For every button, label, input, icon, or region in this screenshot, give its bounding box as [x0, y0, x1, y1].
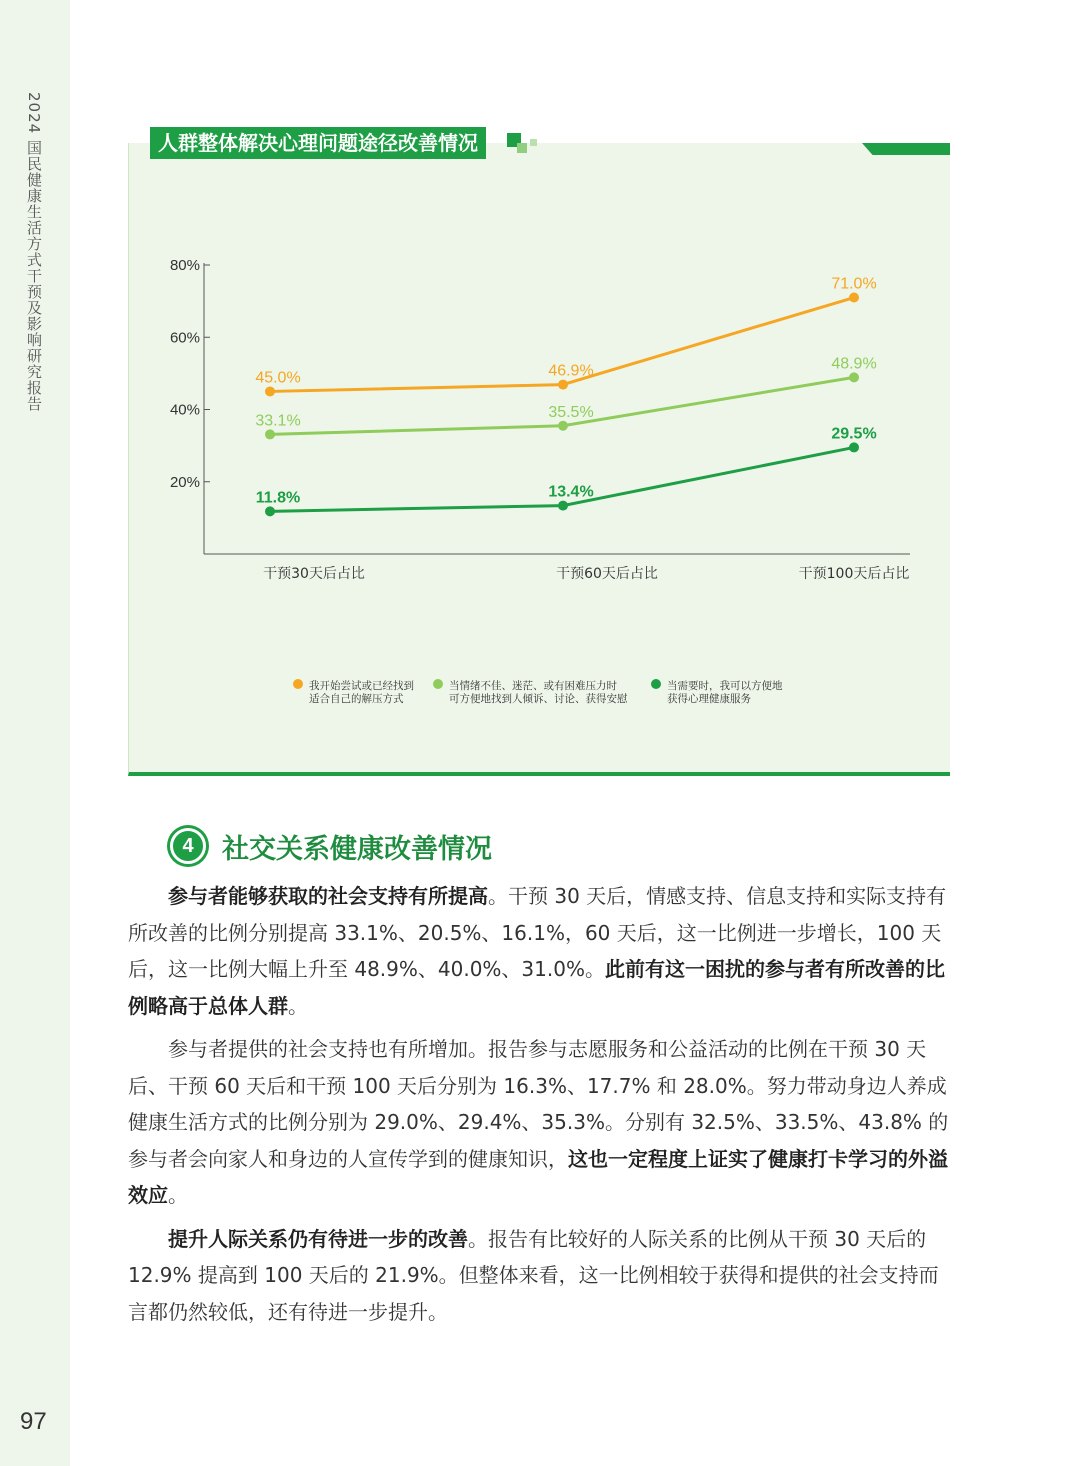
- legend-label: 当需要时，我可以方便地: [667, 680, 783, 692]
- paragraph-end: 。: [288, 993, 308, 1018]
- paragraph-text: 参与者提供的社会支持也有所增加。报告参与志愿服务和公益活动的比例在干预 30 天后、干预 60 天后和干预 100 天后分别为 16.3%、17.7% 和 28.0%。努力带动身边人养成健康生活方式的比例分别为 29.0%、29.4%、35.3%。分别有 32.5%、33.5%、43.8% 的参与者会向家人和身边的人宣传学到的健康知识，: [128, 1037, 949, 1171]
- legend-marker: [651, 679, 661, 689]
- data-label: 13.4%: [548, 483, 594, 501]
- legend-label: 可方便地找到人倾诉、讨论、获得安慰: [449, 693, 628, 705]
- data-label: 46.9%: [548, 362, 594, 380]
- data-point: [558, 380, 568, 390]
- legend-label: 我开始尝试或已经找到: [309, 680, 414, 692]
- data-label: 35.5%: [548, 403, 594, 421]
- data-point: [849, 442, 859, 452]
- data-label: 29.5%: [831, 425, 877, 443]
- data-point: [265, 429, 275, 439]
- y-tick-label: 40%: [169, 401, 200, 419]
- paragraph: [128, 1221, 952, 1331]
- paragraph: [128, 1031, 952, 1214]
- paragraph-text: 。干预 30 天后，情感支持、信息支持和实际支持有所改善的比例分别提高 33.1%、20.5%、16.1%，60 天后，这一比例进一步增长，100 天后，这一比例大幅上升至 48.9%、40.0%、31.0%。: [128, 884, 947, 981]
- y-tick-label: 80%: [169, 257, 200, 274]
- report-title-vertical: 2024 国民健康生活方式干预及影响研究报告: [25, 92, 43, 412]
- x-tick-label: 干预30天后占比: [263, 566, 365, 582]
- section-number-badge: 4: [170, 828, 206, 864]
- data-point: [265, 506, 275, 516]
- data-label: 11.8%: [255, 489, 301, 507]
- paragraph-bold-tail: 这也一定程度上证实了健康打卡学习的外溢效应: [128, 1146, 948, 1207]
- legend-marker: [433, 679, 443, 689]
- x-tick-label: 干预60天后占比: [556, 566, 658, 582]
- y-tick-label: 60%: [169, 329, 200, 347]
- data-point: [849, 293, 859, 303]
- paragraph: [128, 878, 952, 1024]
- data-label: 71.0%: [831, 275, 877, 293]
- section-heading: [170, 826, 492, 866]
- data-label: 48.9%: [831, 355, 877, 373]
- y-tick-label: 20%: [169, 473, 200, 491]
- legend-marker: [293, 679, 303, 689]
- legend-label: 当情绪不佳、迷茫、或有困难压力时: [449, 680, 617, 692]
- data-point: [558, 501, 568, 511]
- data-point: [849, 372, 859, 382]
- line-chart: [128, 143, 950, 773]
- legend-label: 适合自己的解压方式: [309, 693, 404, 705]
- paragraph-end: 。: [168, 1183, 188, 1207]
- data-label: 33.1%: [255, 412, 301, 430]
- x-tick-label: 干预100天后占比: [798, 566, 910, 582]
- data-point: [558, 421, 568, 431]
- data-point: [265, 386, 275, 396]
- chart-title: 人群整体解决心理问题途径改善情况: [150, 127, 486, 159]
- page-number: 97: [20, 1408, 47, 1435]
- section-title: 社交关系健康改善情况: [222, 833, 492, 865]
- body-text: [128, 878, 952, 1330]
- paragraph-bold-lead: 提升人际关系仍有待进一步的改善: [168, 1226, 468, 1251]
- data-label: 45.0%: [255, 369, 301, 387]
- legend-label: 获得心理健康服务: [667, 693, 751, 705]
- paragraph-bold-lead: 参与者能够获取的社会支持有所提高: [168, 884, 488, 908]
- paragraph-text: 。报告有比较好的人际关系的比例从干预 30 天后的 12.9% 提高到 100 天后的 21.9%。但整体来看，这一比例相较于获得和提供的社会支持而言都仍然较低，还有待进一步提升。: [128, 1226, 939, 1324]
- paragraph-bold-tail: 此前有这一困扰的参与者有所改善的比例略高于总体人群: [128, 957, 945, 1018]
